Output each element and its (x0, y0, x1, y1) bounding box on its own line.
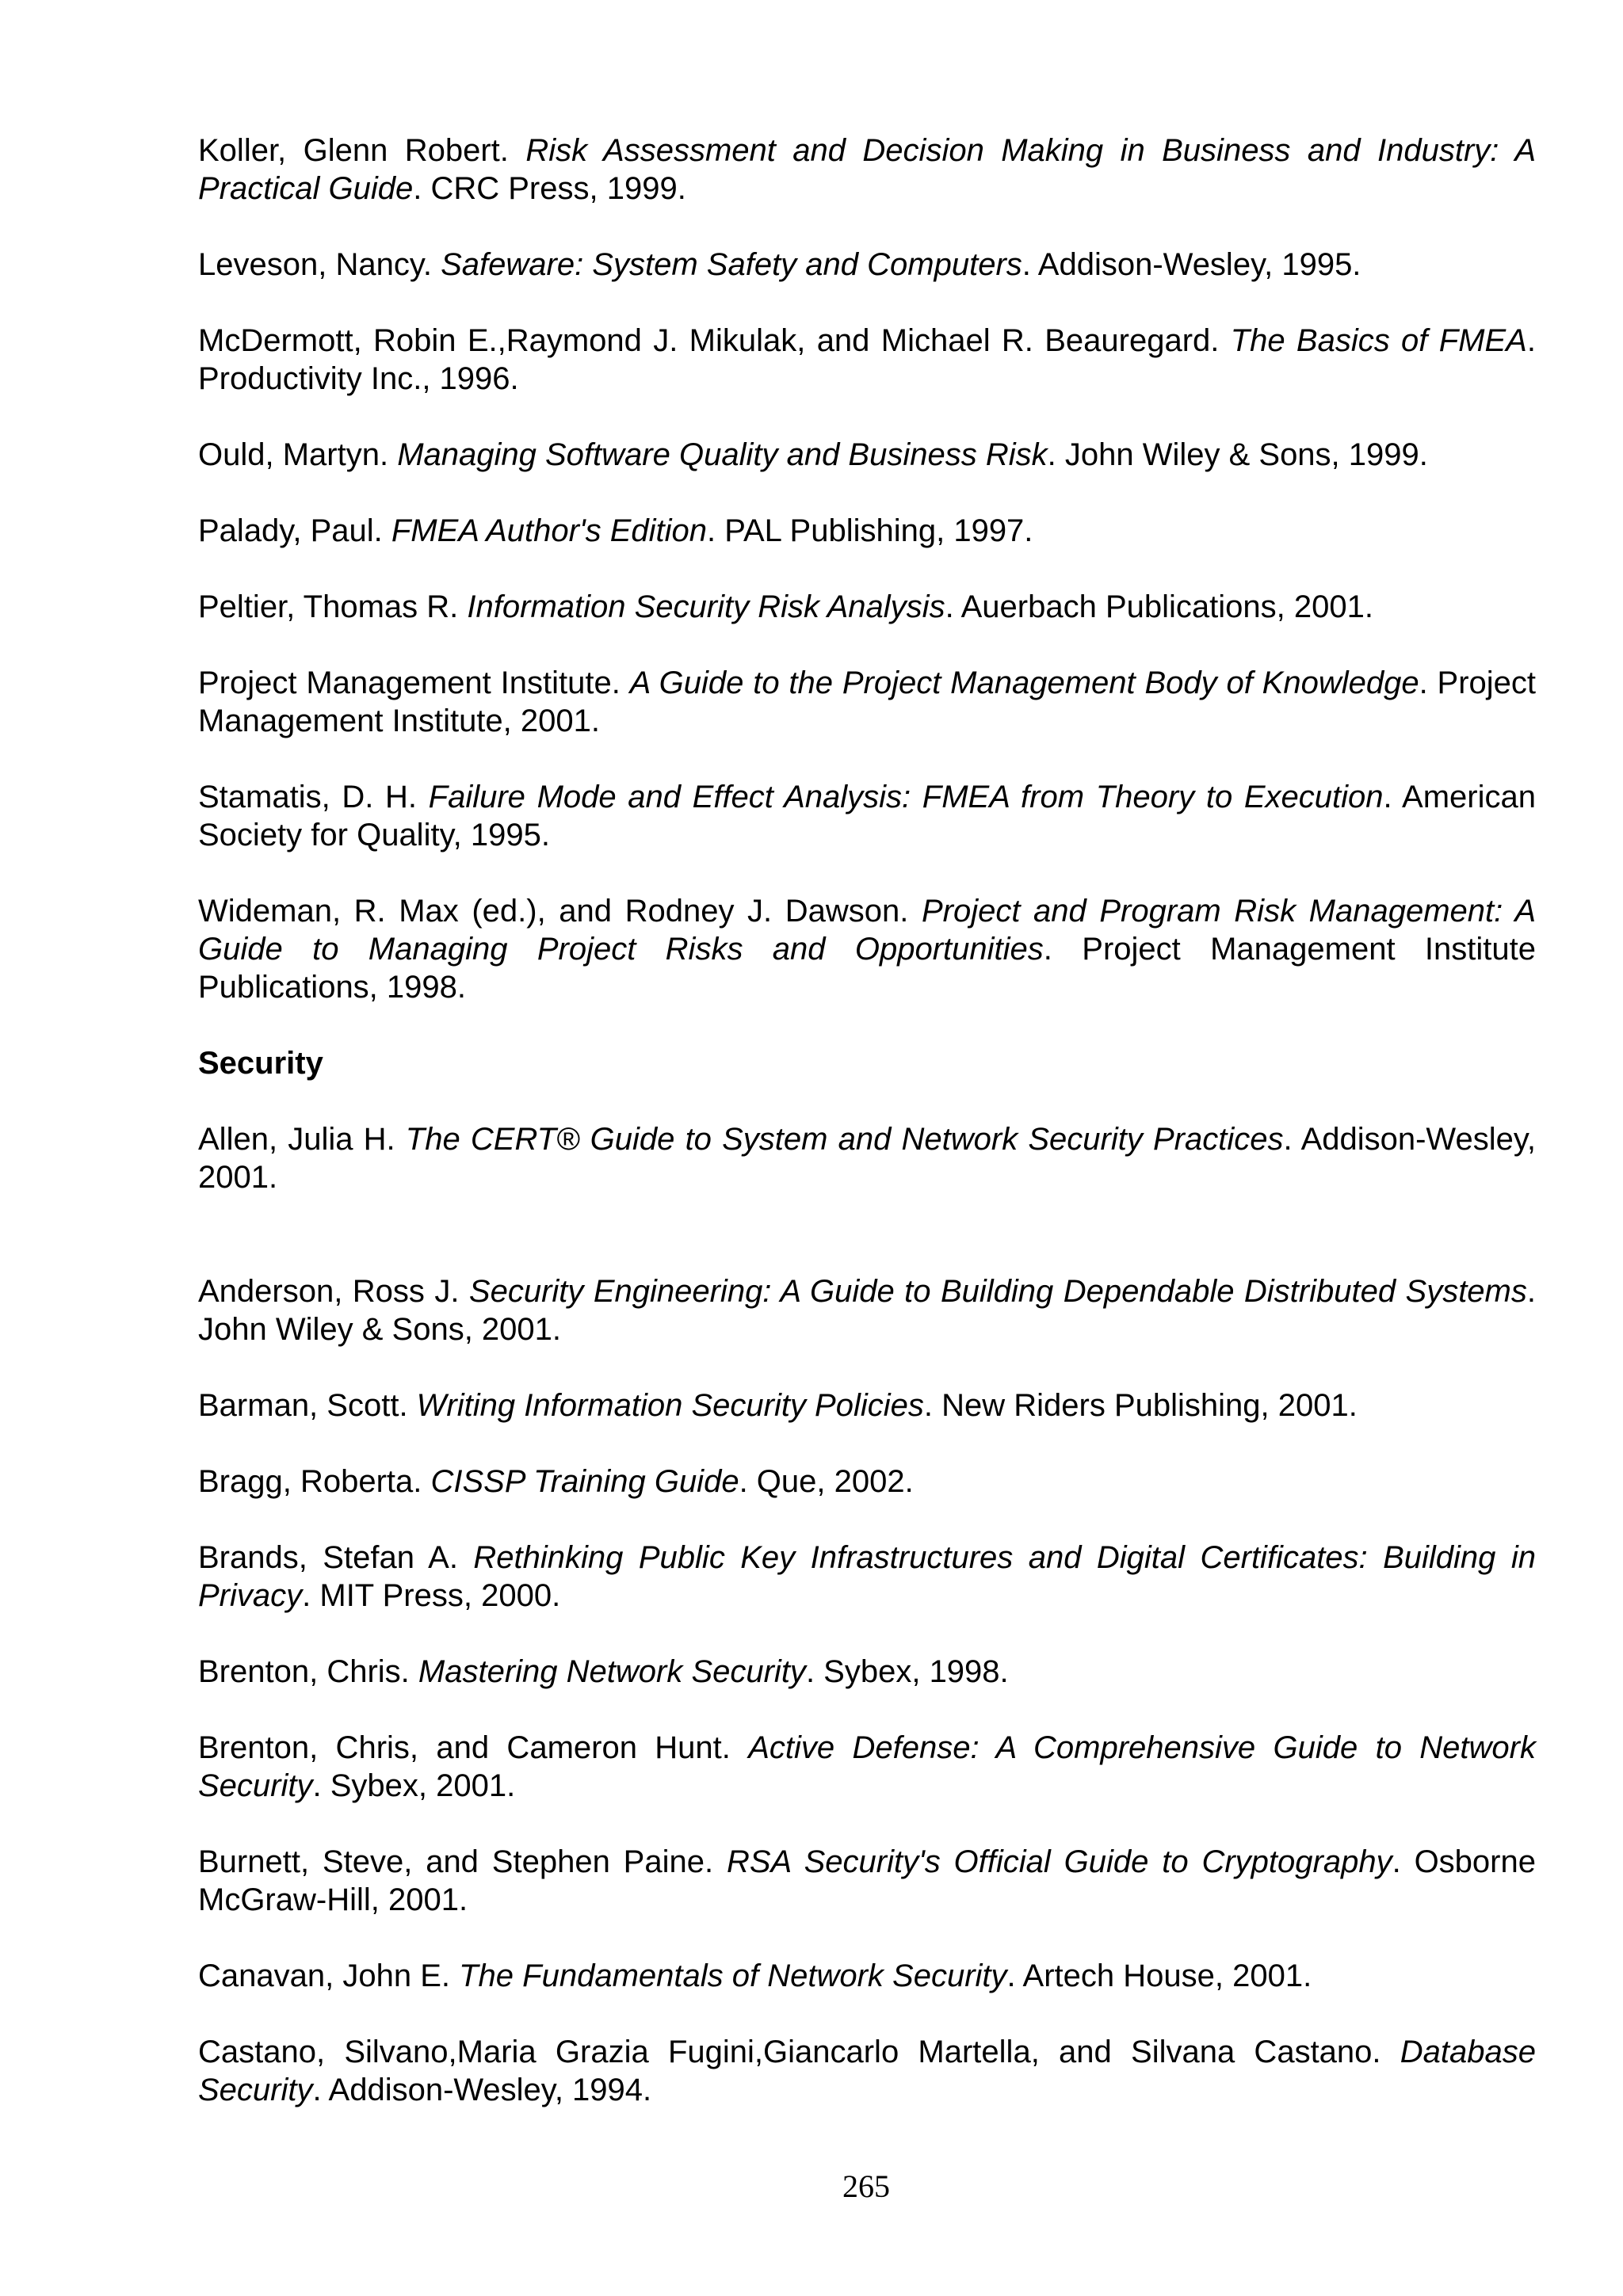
reference-entry: Wideman, R. Max (ed.), and Rodney J. Dawson. Project and Program Risk Management: A Guide to Managing Project Risks and Opportunities. Project Management Institute Publications, 1998. (198, 894, 1537, 1005)
section-heading-security: Security (198, 1046, 323, 1081)
reference-entry: Palady, Paul. FMEA Author's Edition. PAL Publishing, 1997. (198, 513, 1033, 548)
reference-entry: Barman, Scott. Writing Information Security Policies. New Riders Publishing, 2001. (198, 1388, 1358, 1423)
reference-entry: Burnett, Steve, and Stephen Paine. RSA Security's Official Guide to Cryptography. Osborne McGraw-Hill, 2001. (198, 1844, 1536, 1917)
bibliography-page (198, 132, 1536, 2147)
reference-entry: Canavan, John E. The Fundamentals of Network Security. Artech House, 2001. (198, 1958, 1312, 1993)
reference-entry: Allen, Julia H. The CERT® Guide to System and Network Security Practices. Addison-Wesley, 2001. (198, 1122, 1536, 1195)
page-number: 265 (842, 2168, 890, 2204)
reference-entry: Project Management Institute. A Guide to the Project Management Body of Knowledge. Project Management Institute, 2001. (198, 666, 1537, 738)
reference-entry: Ould, Martyn. Managing Software Quality and Business Risk. John Wiley & Sons, 1999. (198, 437, 1428, 472)
reference-entry: Brands, Stefan A. Rethinking Public Key Infrastructures and Digital Certificates: Building in Privacy. MIT Press, 2000. (198, 1540, 1537, 1613)
reference-entry: McDermott, Robin E.,Raymond J. Mikulak, and Michael R. Beauregard. The Basics of FMEA. Productivity Inc., 1996. (198, 323, 1536, 396)
reference-entry: Castano, Silvano,Maria Grazia Fugini,Giancarlo Martella, and Silvana Castano. Database Security. Addison-Wesley, 1994. (198, 2035, 1536, 2107)
reference-entry: Stamatis, D. H. Failure Mode and Effect Analysis: FMEA from Theory to Execution. American Society for Quality, 1995. (198, 780, 1536, 852)
reference-entry: Leveson, Nancy. Safeware: System Safety and Computers. Addison-Wesley, 1995. (198, 247, 1361, 282)
reference-entry: Anderson, Ross J. Security Engineering: A Guide to Building Dependable Distributed Systems. John Wiley & Sons, 2001. (198, 1274, 1536, 1347)
reference-entry: Brenton, Chris, and Cameron Hunt. Active Defense: A Comprehensive Guide to Network Security. Sybex, 2001. (198, 1730, 1536, 1803)
reference-entry: Koller, Glenn Robert. Risk Assessment and Decision Making in Business and Industry: A Practical Guide. CRC Press, 1999. (198, 133, 1536, 206)
reference-entry: Bragg, Roberta. CISSP Training Guide. Que, 2002. (198, 1464, 914, 1499)
reference-entry: Peltier, Thomas R. Information Security Risk Analysis. Auerbach Publications, 2001. (198, 589, 1373, 624)
reference-entry: Brenton, Chris. Mastering Network Security. Sybex, 1998. (198, 1654, 1009, 1689)
